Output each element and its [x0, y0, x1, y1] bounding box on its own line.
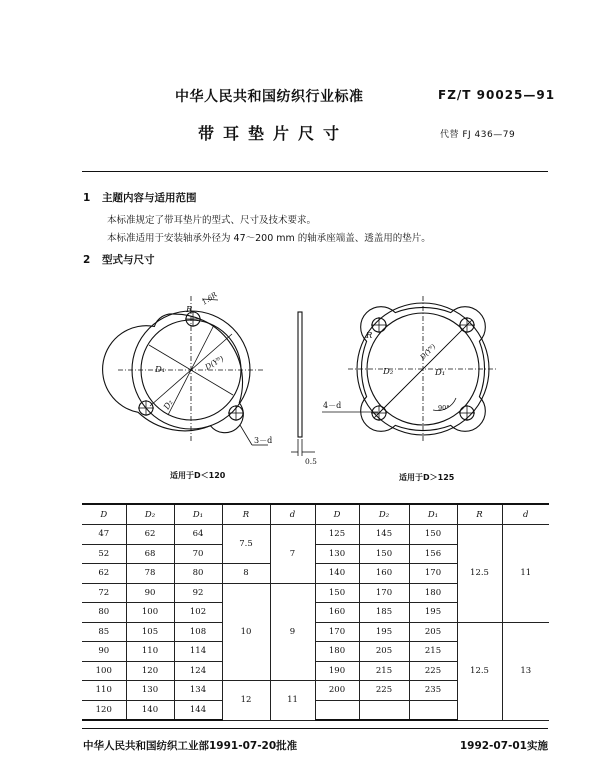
issuing-body: 中华人民共和国纺织行业标准: [175, 89, 364, 105]
table-cell: 195: [359, 622, 409, 642]
header-cell: d: [270, 504, 315, 525]
header-cell: D₂: [126, 504, 174, 525]
section-1-title: 主题内容与适用范围: [101, 192, 197, 204]
table-cell: 124: [174, 661, 222, 681]
table-cell: 120: [82, 700, 126, 720]
section-2-number: 2: [83, 254, 91, 266]
left-gasket-outline: [103, 314, 244, 433]
table-header-row: [82, 504, 549, 525]
right-label-d2: D₂: [383, 367, 394, 377]
left-label-d1: D₁: [155, 365, 166, 375]
table-cell: 108: [174, 622, 222, 642]
right-figure-caption: 适用于D＞125: [399, 473, 455, 482]
right-label-angle: 90°: [438, 404, 450, 412]
table-cell-d: 13: [502, 622, 549, 720]
table-cell: 134: [174, 681, 222, 701]
table-cell: 225: [409, 661, 457, 681]
table-cell: 100: [126, 603, 174, 623]
table-cell: 215: [409, 642, 457, 662]
table-cell: 62: [126, 525, 174, 545]
table-cell-d: 11: [270, 681, 315, 721]
table-cell: 170: [359, 583, 409, 603]
table-cell: 130: [126, 681, 174, 701]
table-cell: 130: [315, 544, 359, 564]
header-cell: R: [222, 504, 270, 525]
table-cell: 140: [315, 564, 359, 584]
table-cell: 205: [409, 622, 457, 642]
table-cell-r: 7.5: [222, 525, 270, 564]
table-cell: 70: [174, 544, 222, 564]
table-cell: 90: [82, 642, 126, 662]
effective-date: 1992-07-01实施: [459, 740, 548, 752]
table-cell: 120: [126, 661, 174, 681]
header-cell: R: [457, 504, 502, 525]
table-cell-d: 9: [270, 583, 315, 681]
table-cell: 102: [174, 603, 222, 623]
table-cell: 150: [315, 583, 359, 603]
section-1-paragraph-1: 本标准规定了带耳垫片的型式、尺寸及技术要求。: [107, 215, 317, 226]
header-cell: D₁: [409, 504, 457, 525]
table-cell: 80: [82, 603, 126, 623]
table-cell: 180: [409, 583, 457, 603]
approval-line: 中华人民共和国纺织工业部1991-07-20批准: [83, 740, 298, 752]
table-cell: 62: [82, 564, 126, 584]
header-cell: d: [502, 504, 549, 525]
table-cell: 90: [126, 583, 174, 603]
header-cell: D: [315, 504, 359, 525]
table-cell: 105: [126, 622, 174, 642]
table-row: [82, 525, 549, 545]
table-cell: 195: [409, 603, 457, 623]
table-cell: 125: [315, 525, 359, 545]
table-cell: 160: [315, 603, 359, 623]
table-cell: 150: [359, 544, 409, 564]
replaces-note: 代替 FJ 436—79: [440, 130, 516, 140]
left-label-r: R: [186, 305, 193, 315]
table-cell: 72: [82, 583, 126, 603]
table-cell: 190: [315, 661, 359, 681]
section-1-number: 1: [83, 192, 91, 204]
table-cell: 85: [82, 622, 126, 642]
table-cell: 110: [126, 642, 174, 662]
table-cell: 64: [174, 525, 222, 545]
table-cell: 150: [409, 525, 457, 545]
table-cell: 180: [315, 642, 359, 662]
table-cell: 160: [359, 564, 409, 584]
table-cell: [409, 700, 457, 720]
table-cell: 78: [126, 564, 174, 584]
right-label-d: D(Y⁹): [418, 342, 438, 362]
table-cell: 92: [174, 583, 222, 603]
table-cell: 140: [126, 700, 174, 720]
table-cell: 170: [409, 564, 457, 584]
table-cell: 235: [409, 681, 457, 701]
table-cell: 225: [359, 681, 409, 701]
right-label-holes: 4－d: [323, 401, 342, 410]
table-cell: 100: [82, 661, 126, 681]
table-cell: 68: [126, 544, 174, 564]
table-cell-r: 12: [222, 681, 270, 721]
table-cell: 110: [82, 681, 126, 701]
header-cell: D₂: [359, 504, 409, 525]
table-cell: 144: [174, 700, 222, 720]
table-cell: 170: [315, 622, 359, 642]
table-cell-d: 11: [502, 525, 549, 623]
table-cell: 52: [82, 544, 126, 564]
left-label-d2: D₂: [161, 398, 175, 411]
table-cell: [359, 700, 409, 720]
header-cell: D: [82, 504, 126, 525]
footer-rule: [82, 728, 548, 729]
header-cell: D₁: [174, 504, 222, 525]
side-thickness-label: 0.5: [305, 457, 317, 466]
section-2-title: 型式与尺寸: [101, 254, 155, 266]
left-figure-caption: 适用于D＜120: [170, 471, 226, 480]
table-cell-r: 12.5: [457, 525, 502, 623]
gasket-side-view: [298, 312, 302, 437]
table-row: [82, 622, 549, 642]
table-cell: 114: [174, 642, 222, 662]
table-cell: [315, 700, 359, 720]
table-cell: 156: [409, 544, 457, 564]
table-cell-r: 8: [222, 564, 270, 584]
table-cell-d: 7: [270, 525, 315, 584]
table-cell: 47: [82, 525, 126, 545]
left-label-d: D(Y⁹): [203, 354, 226, 372]
left-label-holes: 3－d: [254, 436, 273, 445]
right-label-d1: D₁: [435, 368, 446, 378]
table-cell: 200: [315, 681, 359, 701]
left-label-ear-radius: 1.6R: [200, 290, 219, 307]
table-cell: 215: [359, 661, 409, 681]
table-cell: 205: [359, 642, 409, 662]
standard-code: FZ/T 90025—91: [438, 88, 556, 102]
right-label-r: R: [366, 331, 373, 341]
table-cell: 185: [359, 603, 409, 623]
document-title: 带耳垫片尺寸: [198, 124, 349, 143]
table-cell: 145: [359, 525, 409, 545]
section-1-paragraph-2: 本标准适用于安装轴承外径为 47～200 mm 的轴承座端盖、透盖用的垫片。: [107, 233, 431, 244]
table-cell-r: 10: [222, 583, 270, 681]
dimension-table: [82, 503, 549, 721]
table-cell: 80: [174, 564, 222, 584]
table-cell-r: 12.5: [457, 622, 502, 720]
